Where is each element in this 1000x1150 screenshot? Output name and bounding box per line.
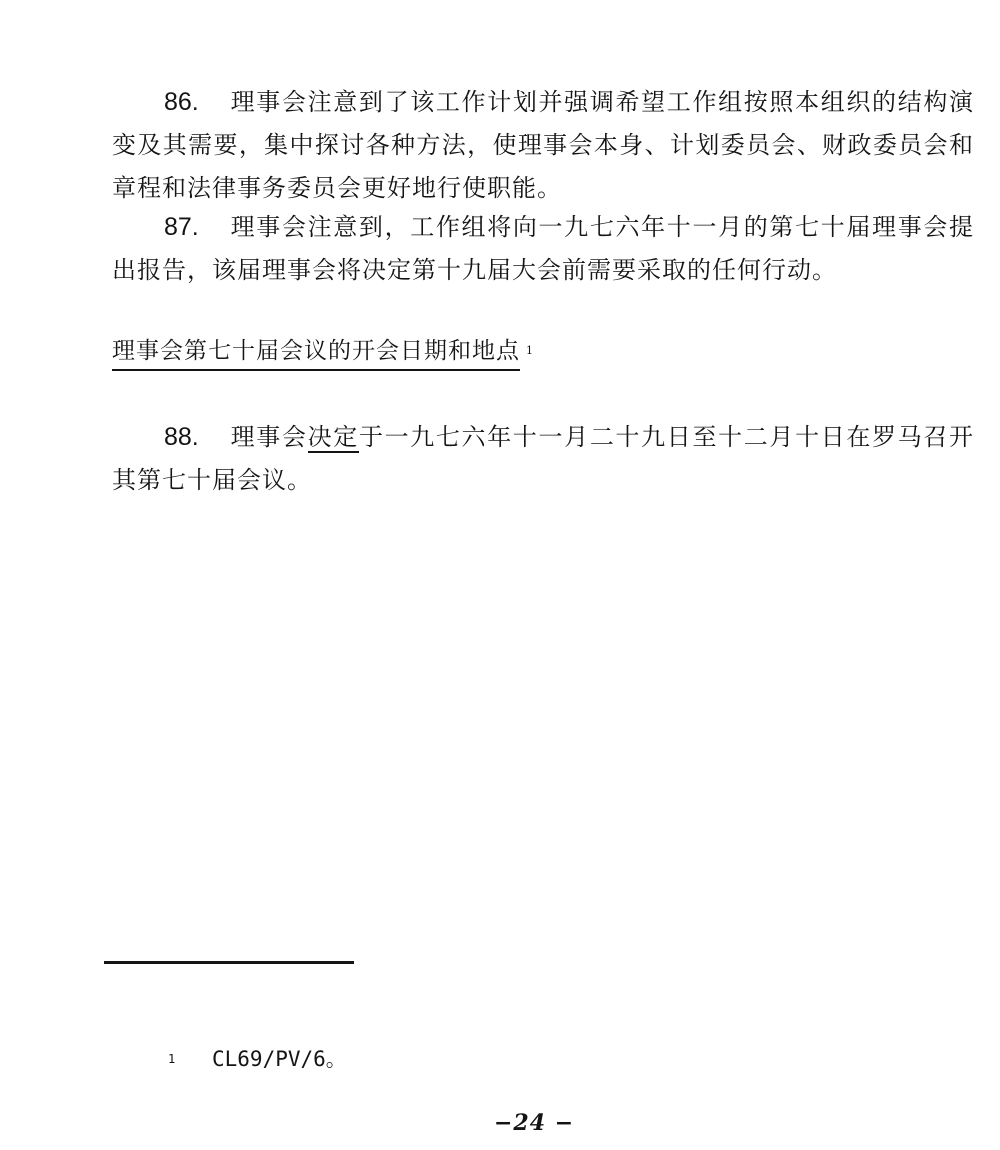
paragraph-text-end: 于一九七六年十一月二十九日至十二月十日在罗马召开其第七十届会议。: [112, 423, 975, 494]
paragraph-text: 理事会注意到了该工作计划并强调希望工作组按照本组织的结构演变及其需要，集中探讨各种方法，使理事会本身、计划委员会、财政委员会和章程和法律事务委员会更好地行使职能。: [112, 88, 974, 202]
paragraph-87: [112, 206, 974, 292]
paragraph-88: [112, 416, 974, 502]
paragraph-number: 87.: [164, 213, 199, 241]
footnote-reference: 1: [526, 344, 534, 357]
footnote-text: CL69/PV/6。: [212, 1047, 347, 1071]
footnote-divider: [104, 961, 354, 964]
section-heading: [112, 334, 534, 371]
section-heading-text: 理事会第七十届会议的开会日期和地点: [112, 334, 520, 371]
paragraph-text-start: 理事会: [230, 423, 308, 451]
footnote-marker: 1: [168, 1052, 176, 1066]
paragraph-86: [112, 81, 974, 210]
paragraph-text: 理事会注意到，工作组将向一九七六年十一月的第七十届理事会提出报告，该届理事会将决定第十九届大会前需要采取的任何行动。: [112, 213, 974, 284]
footnote: [168, 1044, 347, 1074]
paragraph-number: 86.: [164, 88, 199, 116]
paragraph-number: 88.: [164, 423, 199, 451]
page-number: −24 −: [494, 1110, 575, 1136]
underlined-word: 决定: [307, 423, 359, 451]
